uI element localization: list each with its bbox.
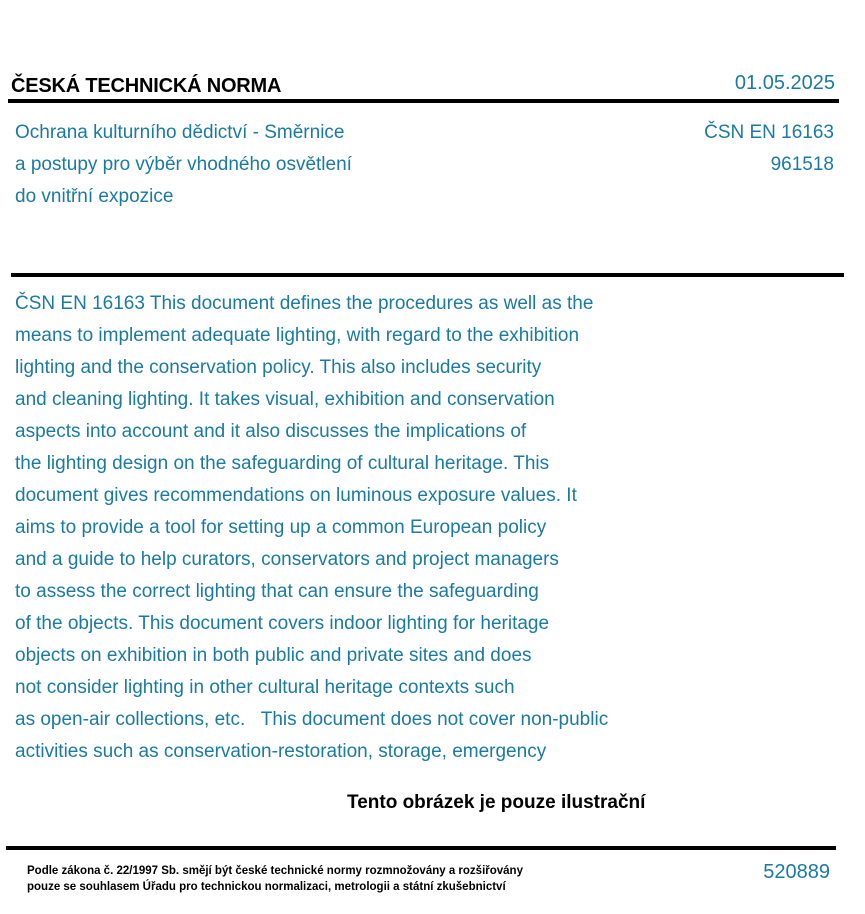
standard-subject [15, 117, 352, 213]
abstract-line: to assess the correct lighting that can ensure the safeguarding [15, 581, 539, 602]
abstract-line: as open-air collections, etc. This document does not cover non-public [15, 709, 609, 730]
abstract-line: lighting and the conservation policy. This also includes security [15, 357, 542, 378]
footer-divider [6, 846, 836, 850]
abstract-line: not consider lighting in other cultural heritage contexts such [15, 677, 515, 698]
standard-codes [704, 117, 834, 181]
abstract-line: ČSN EN 16163 This document defines the procedures as well as the [15, 293, 594, 314]
abstract-line: of the objects. This document covers indoor lighting for heritage [15, 613, 550, 634]
standard-code: ČSN EN 16163 [704, 122, 834, 143]
header-divider [8, 99, 839, 103]
publication-date: 01.05.2025 [734, 72, 835, 94]
document-id: 520889 [763, 861, 830, 883]
abstract-line: and a guide to help curators, conservators and project managers [15, 549, 559, 570]
subject-line: a postupy pro výběr vhodného osvětlení [15, 154, 352, 175]
abstract-line: aims to provide a tool for setting up a common European policy [15, 517, 547, 538]
subject-line: do vnitřní expozice [15, 186, 174, 207]
legal-line: Podle zákona č. 22/1997 Sb. smějí být české technické normy rozmnožovány a rozšiřovány [27, 865, 523, 877]
class-number: 961518 [770, 154, 834, 175]
abstract-line: the lighting design on the safeguarding of cultural heritage. This [15, 453, 550, 474]
legal-line: pouze se souhlasem Úřadu pro technickou normalizaci, metrologii a státní zkušebnictví [27, 881, 506, 893]
abstract-text [15, 288, 608, 768]
legal-notice [27, 863, 523, 895]
abstract-line: and cleaning lighting. It takes visual, exhibition and conservation [15, 389, 555, 410]
abstract-line: means to implement adequate lighting, with regard to the exhibition [15, 325, 580, 346]
subject-line: Ochrana kulturního dědictví - Směrnice [15, 122, 345, 143]
abstract-line: aspects into account and it also discusses the implications of [15, 421, 527, 442]
section-divider [11, 273, 844, 277]
document-heading: ČESKÁ TECHNICKÁ NORMA [11, 75, 282, 97]
abstract-line: objects on exhibition in both public and private sites and does [15, 645, 532, 666]
abstract-line: document gives recommendations on luminous exposure values. It [15, 485, 577, 506]
illustration-note: Tento obrázek je pouze ilustrační [347, 792, 646, 813]
abstract-line: activities such as conservation-restoration, storage, emergency [15, 741, 547, 762]
